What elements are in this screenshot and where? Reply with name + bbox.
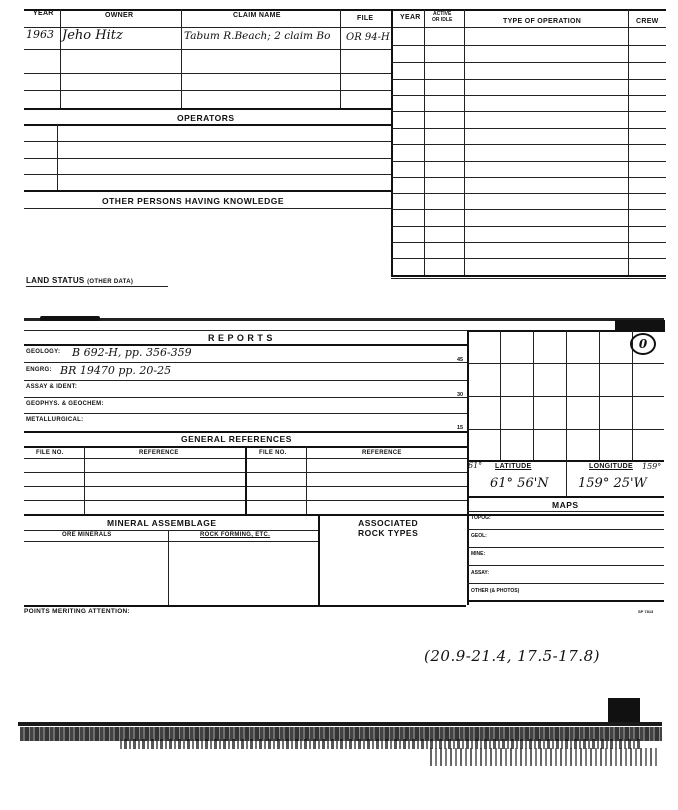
col-year: YEAR	[33, 10, 54, 17]
lat-prefix: 61°	[468, 461, 483, 470]
land-status-title: LAND STATUS	[26, 276, 85, 285]
operators-title: OPERATORS	[177, 113, 235, 123]
report-num-45: 45	[457, 357, 464, 363]
ref-col-file-no-2: FILE NO.	[259, 450, 287, 456]
ref-col-file-no-1: FILE NO.	[36, 450, 64, 456]
entry-file: OR 94-H	[346, 32, 390, 43]
mineral-assemblage-title: MINERAL ASSEMBLAGE	[107, 518, 217, 528]
scan-smudge-line	[24, 318, 664, 321]
entry-year: 1963	[26, 28, 54, 41]
maps-other: OTHER (& PHOTOS)	[471, 588, 520, 594]
engrg-value: BR 19470 pp. 20-25	[60, 364, 172, 377]
assay-label: ASSAY & IDENT:	[26, 384, 78, 390]
associated-rock-types: ASSOCIATED ROCK TYPES	[358, 518, 419, 538]
geology-label: GEOLOGY:	[26, 349, 61, 355]
circle-mark: 0	[630, 333, 656, 355]
maps-geol: GEOL:	[471, 533, 487, 539]
maps-topog: TOPOG:	[471, 515, 491, 521]
col-owner: OWNER	[105, 12, 134, 19]
col-active: ACTIVE OR IDLE	[432, 11, 453, 23]
col-file: FILE	[357, 15, 374, 22]
report-num-15: 15	[457, 425, 464, 431]
latitude-label: LATITUDE	[495, 463, 532, 470]
ref-col-reference-1: REFERENCE	[139, 450, 179, 456]
scan-smudge-blob-left	[40, 316, 100, 321]
longitude-label: LONGITUDE	[589, 463, 633, 470]
points-meriting-attention: POINTS MERITING ATTENTION:	[24, 608, 131, 615]
ref-col-reference-2: REFERENCE	[362, 450, 402, 456]
land-status-sub: (OTHER DATA)	[87, 279, 134, 285]
entry-claim: Tabum R.Beach; 2 claim Bo	[184, 30, 331, 42]
col-crew: CREW	[636, 18, 659, 25]
engrg-label: ENGRG:	[26, 367, 52, 373]
other-persons-title: OTHER PERSONS HAVING KNOWLEDGE	[102, 196, 285, 206]
col-type-of-operation: TYPE OF OPERATION	[503, 18, 582, 25]
geophys-label: GEOPHYS. & GEOCHEM:	[26, 401, 104, 407]
form-number: SP 7813	[638, 609, 654, 614]
rock-forming-label: ROCK FORMING, ETC.	[200, 532, 271, 538]
col-year2: YEAR	[400, 14, 421, 21]
coordinate-annotation: (20.9-21.4, 17.5-17.8)	[424, 647, 600, 665]
general-refs-title: GENERAL REFERENCES	[181, 434, 292, 444]
latitude-value: 61° 56'N	[490, 476, 549, 491]
longitude-value: 159° 25'W	[578, 476, 647, 491]
col-claim-name: CLAIM NAME	[233, 12, 281, 19]
maps-mine: MINE:	[471, 551, 486, 557]
entry-owner: Jeho Hitz	[62, 28, 123, 43]
maps-assay: ASSAY:	[471, 570, 490, 576]
report-num-30: 30	[457, 392, 464, 398]
ore-minerals-label: ORE MINERALS	[62, 532, 112, 538]
reports-title: R E P O R T S	[208, 333, 273, 343]
metallurgical-label: METALLURGICAL:	[26, 417, 84, 423]
lon-prefix: 159°	[642, 462, 662, 471]
geology-value: B 692-H, pp. 356-359	[72, 346, 192, 359]
maps-title: MAPS	[552, 500, 579, 510]
